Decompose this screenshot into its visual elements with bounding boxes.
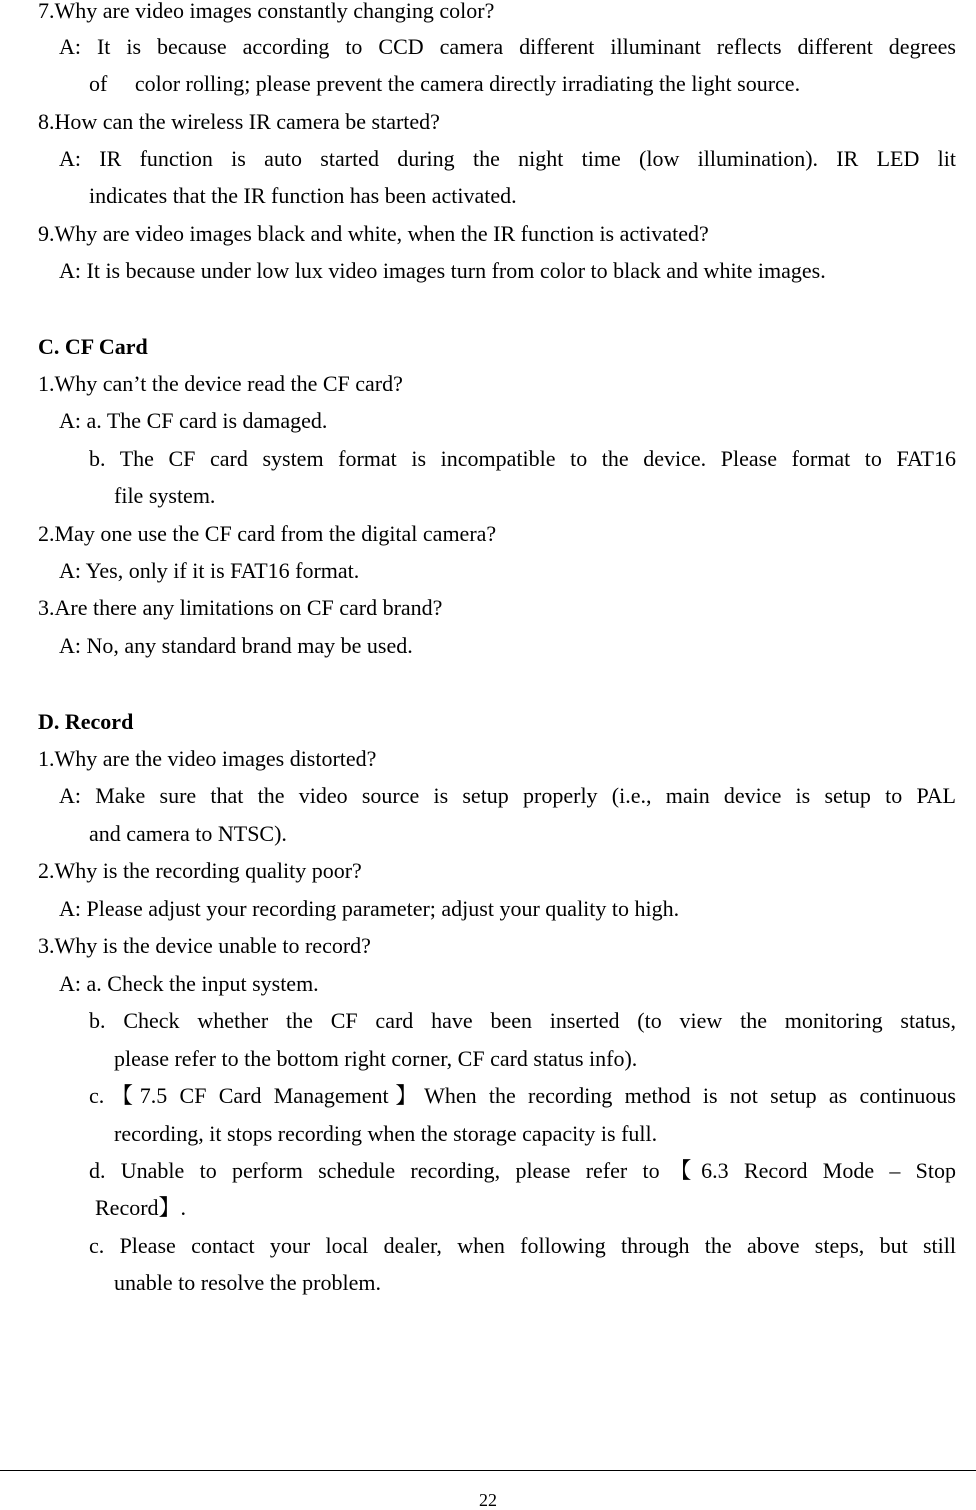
question-video-9: 9.Why are video images black and white, when the IR function is activated? <box>38 221 709 246</box>
section-heading-record: D. Record <box>38 709 134 734</box>
answer-video-8-line2: indicates that the IR function has been activated. <box>89 183 517 208</box>
answer-record-3-c1-line1: c.【7.5 CF Card Management】When the recording method is not setup as continuous <box>89 1083 956 1108</box>
answer-record-2: A: Please adjust your recording parameter; adjust your quality to high. <box>59 896 680 921</box>
answer-video-9: A: It is because under low lux video images turn from color to black and white images. <box>59 258 826 283</box>
answer-record-3-d-line1: d. Unable to perform schedule recording, please refer to【6.3 Record Mode – Stop <box>89 1158 956 1183</box>
answer-video-7-line1: A: It is because according to CCD camera different illuminant reflects different degrees <box>59 34 956 59</box>
answer-cf-1-a: A: a. The CF card is damaged. <box>59 408 328 433</box>
answer-cf-1-b-line1: b. The CF card system format is incompatible to the device. Please format to FAT16 <box>89 446 956 471</box>
question-record-2: 2.Why is the recording quality poor? <box>38 858 362 883</box>
footer-divider <box>0 1470 976 1471</box>
answer-record-3-c1-line2: recording, it stops recording when the storage capacity is full. <box>114 1121 658 1146</box>
question-cf-2: 2.May one use the CF card from the digital camera? <box>38 521 497 546</box>
question-video-7: 7.Why are video images constantly changing color? <box>38 0 495 23</box>
section-heading-cf-card: C. CF Card <box>38 334 148 359</box>
question-video-8: 8.How can the wireless IR camera be started? <box>38 109 440 134</box>
question-cf-3: 3.Are there any limitations on CF card brand? <box>38 595 443 620</box>
answer-record-3-d-line2: Record】. <box>95 1195 187 1220</box>
answer-record-3-b-line1: b. Check whether the CF card have been inserted (to view the monitoring status, <box>89 1008 956 1033</box>
answer-record-1-line2: and camera to NTSC). <box>89 821 287 846</box>
page-number: 22 <box>479 1490 497 1510</box>
question-cf-1: 1.Why can’t the device read the CF card? <box>38 371 403 396</box>
answer-cf-1-b-line2: file system. <box>114 483 216 508</box>
answer-video-8-line1: A: IR function is auto started during the night time (low illumination). IR LED lit <box>59 146 956 171</box>
question-record-3: 3.Why is the device unable to record? <box>38 933 371 958</box>
answer-video-7-line2: of color rolling; please prevent the camera directly irradiating the light source. <box>89 71 801 96</box>
answer-record-3-a: A: a. Check the input system. <box>59 971 319 996</box>
answer-record-1-line1: A: Make sure that the video source is setup properly (i.e., main device is setup to PAL <box>59 783 956 808</box>
answer-cf-3: A: No, any standard brand may be used. <box>59 633 413 658</box>
question-record-1: 1.Why are the video images distorted? <box>38 746 377 771</box>
answer-record-3-c2-line2: unable to resolve the problem. <box>114 1270 381 1295</box>
answer-record-3-c2-line1: c. Please contact your local dealer, when following through the above steps, but still <box>89 1233 956 1258</box>
answer-record-3-b-line2: please refer to the bottom right corner, CF card status info). <box>114 1046 638 1071</box>
answer-cf-2: A: Yes, only if it is FAT16 format. <box>59 558 360 583</box>
